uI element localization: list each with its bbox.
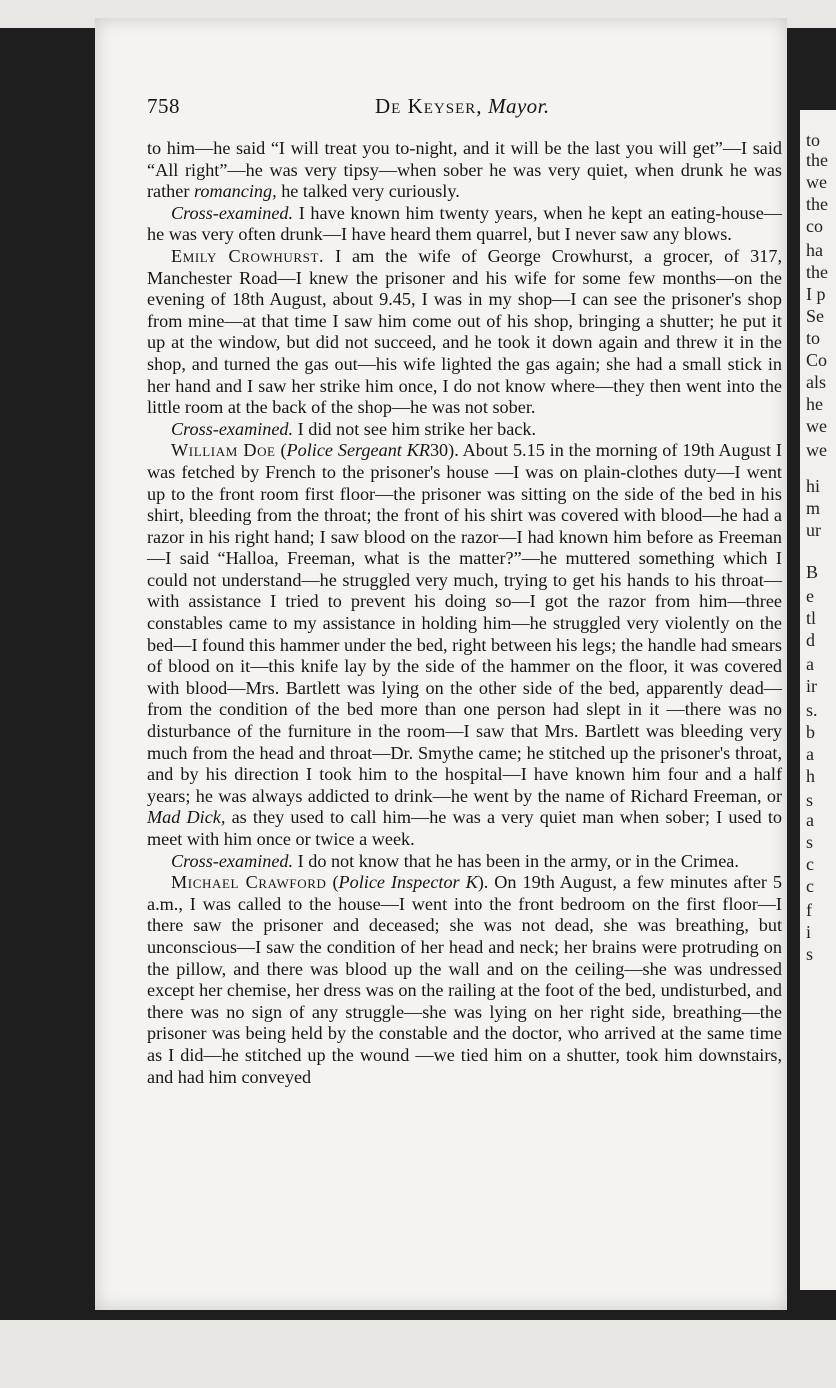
adjacent-page-fragment: als [806, 372, 826, 392]
adjacent-page-fragment: m [806, 498, 821, 518]
adjacent-page-fragment: f [806, 900, 812, 920]
body-text [147, 138, 782, 1088]
adjacent-page-fragment: he [806, 394, 823, 414]
text-run: as they used to call him—he was a very quiet man when sober; I used to meet with him once or twice a week. [147, 807, 782, 849]
adjacent-page-fragment: Se [806, 306, 824, 326]
italic-text: Police Sergeant KR [286, 440, 430, 461]
adjacent-page-fragment: s [806, 944, 814, 964]
running-title-office: Mayor. [488, 94, 550, 118]
paragraph-p5 [147, 440, 782, 850]
adjacent-page-fragment: we [806, 172, 827, 192]
adjacent-page-fragment: s. [806, 700, 818, 720]
adjacent-page-fragment: s [806, 790, 814, 810]
adjacent-page-fragment: ir [806, 676, 817, 696]
text-run: I have known him twenty years, when he kept an eating-house—he was very often drunk—I have heard them quarrel, but I never saw any blows. [147, 202, 782, 245]
paragraph-p6 [147, 851, 782, 873]
paragraph-p4 [147, 419, 782, 441]
paragraph-p2 [147, 203, 782, 246]
italic-text: Cross-examined. [171, 202, 294, 223]
text-run: ). On 19th August, a few minutes after 5 a.m., I was called to the house—I went into the front bedroom on the first floor—I there saw the prisoner and deceased; she was not dead, she was breathing, but unconscious—I saw the condition of her head and neck; her brains were protruding on the pillow, and there was blood up the wall and on the ceiling—she was undressed except her chemise, her dress was on the railing at the foot of the bed, undisturbed, and there was no sign of any struggle—she was lying on her right side, breathing—the prisoner was being held by the constable and the doctor, who arrived at the same time as I did—he stitched up the wound —we tied him on a shutter, took him downstairs, and had him conveyed [147, 872, 783, 1087]
running-head [147, 92, 782, 126]
adjacent-page-fragment: a [806, 654, 814, 674]
adjacent-page-fragment: i [806, 922, 812, 942]
witness-name: William Doe [171, 440, 276, 461]
adjacent-page-edge [800, 110, 836, 1290]
italic-text: Mad Dick, [147, 807, 226, 828]
page-text [147, 92, 782, 1088]
witness-name: Michael Crawford [171, 872, 327, 893]
adjacent-page-fragment: to [806, 130, 821, 150]
running-title [375, 96, 549, 118]
page-number: 758 [147, 94, 180, 118]
adjacent-page-fragment: c [806, 854, 814, 874]
text-run: I am the wife of George Crowhurst, a grocer, of 317, Manchester Road—I knew the prisoner and his wife for some few months—on the evening of 18th August, about 9.45, I was in my shop—I can see the prisoner's shop from mine—at that time I saw him come out of his shop, bringing a shutter; he put it up at the window, but did not succeed, and he took it down again and threw it in the shop, and turned the gas out—his wife lighted the gas again; she had a small stick in her hand and I saw her strike him once, I do not know where—they then went into the little room at the back of the shop—he was not sober. [147, 245, 782, 418]
paragraph-p7 [147, 872, 782, 1088]
adjacent-page-fragment: the [806, 262, 828, 282]
adjacent-page-fragment: to [806, 328, 821, 348]
adjacent-page-fragment: the [806, 150, 828, 170]
adjacent-page-fragment: a [806, 810, 814, 830]
paragraph-p1 [147, 138, 782, 203]
adjacent-page-fragment: e [806, 586, 814, 606]
adjacent-page-fragment: Co [806, 350, 828, 370]
adjacent-page-fragment: a [806, 744, 814, 764]
scanner-bottom-margin [0, 1320, 836, 1388]
italic-text: romancing, [193, 181, 277, 202]
adjacent-page-fragment: hi [806, 476, 821, 496]
adjacent-page-fragment: b [806, 722, 815, 742]
adjacent-page-fragment: the [806, 194, 828, 214]
adjacent-page-fragment: h [806, 766, 815, 786]
adjacent-page-fragment: I p [806, 284, 826, 304]
adjacent-page-fragment: B [806, 562, 819, 582]
text-run: 30). About 5.15 in the morning of 19th August I was fetched by French to the prisoner's house —I was on plain-clothes duty—I went up to the front room first floor—the prisoner was sitting on the side of the bed in his shirt, bleeding from the throat; the front of his shirt was covered with blood—he had a razor in his right hand; I saw blood on the razor—I had known him before as Freeman—I said “Halloa, Freeman, what is the matter?”—he muttered something which I could not understand—he struggled very much, trying to get his hands to his throat—with assistance I tried to prevent his doing so—I got the razor from him—three constables came to my assistance in holding him—he struggled very violently on the bed—I found this hammer under the bed, right between his legs; the handle had smears of blood on it—this knife lay by the side of the hammer on the floor, it was covered with blood—Mrs. Bartlett was lying on the other side of the bed, apparently dead—from the condition of the bed more than one person had slept in it —there was no disturbance of the furniture in the room—I saw that Mrs. Bartlett was bleeding very much from the head and throat—Dr. Smythe came; he stitched up the prisoner's throat, and by his direction I took him to the hospital—I have known him four and a half years; he was always addicted to drink—he went by the name of Richard Freeman, or [147, 440, 782, 806]
italic-text: Police Inspector K [338, 872, 478, 893]
adjacent-page-fragment: ha [806, 240, 823, 260]
adjacent-page-fragment: ur [806, 520, 821, 540]
paragraph-p3 [147, 246, 782, 419]
text-run: ( [275, 440, 287, 461]
italic-text: Cross-examined. [171, 418, 294, 439]
adjacent-page-fragment: we [806, 440, 827, 460]
text-run: to him—he said “I will treat you to-night, and it will be the last you will get”—I said “All right”—he was very tipsy—when sober he was very quiet, when drunk he was rather [147, 138, 782, 202]
adjacent-page-fragment: d [806, 630, 815, 650]
adjacent-page-fragment: co [806, 216, 823, 236]
adjacent-page-fragment: s [806, 832, 814, 852]
running-title-name: De Keyser, [375, 94, 483, 118]
text-run: ( [326, 872, 339, 893]
adjacent-page-fragment: we [806, 416, 827, 436]
text-run: I did not see him strike her back. [293, 418, 537, 439]
adjacent-page-fragment: c [806, 876, 814, 896]
adjacent-page-fragment: tl [806, 608, 817, 628]
witness-name: Emily Crowhurst. [171, 245, 325, 266]
text-run: I do not know that he has been in the army, or in the Crimea. [293, 850, 739, 871]
italic-text: Cross-examined. [171, 850, 294, 871]
text-run: he talked very curiously. [276, 181, 460, 202]
